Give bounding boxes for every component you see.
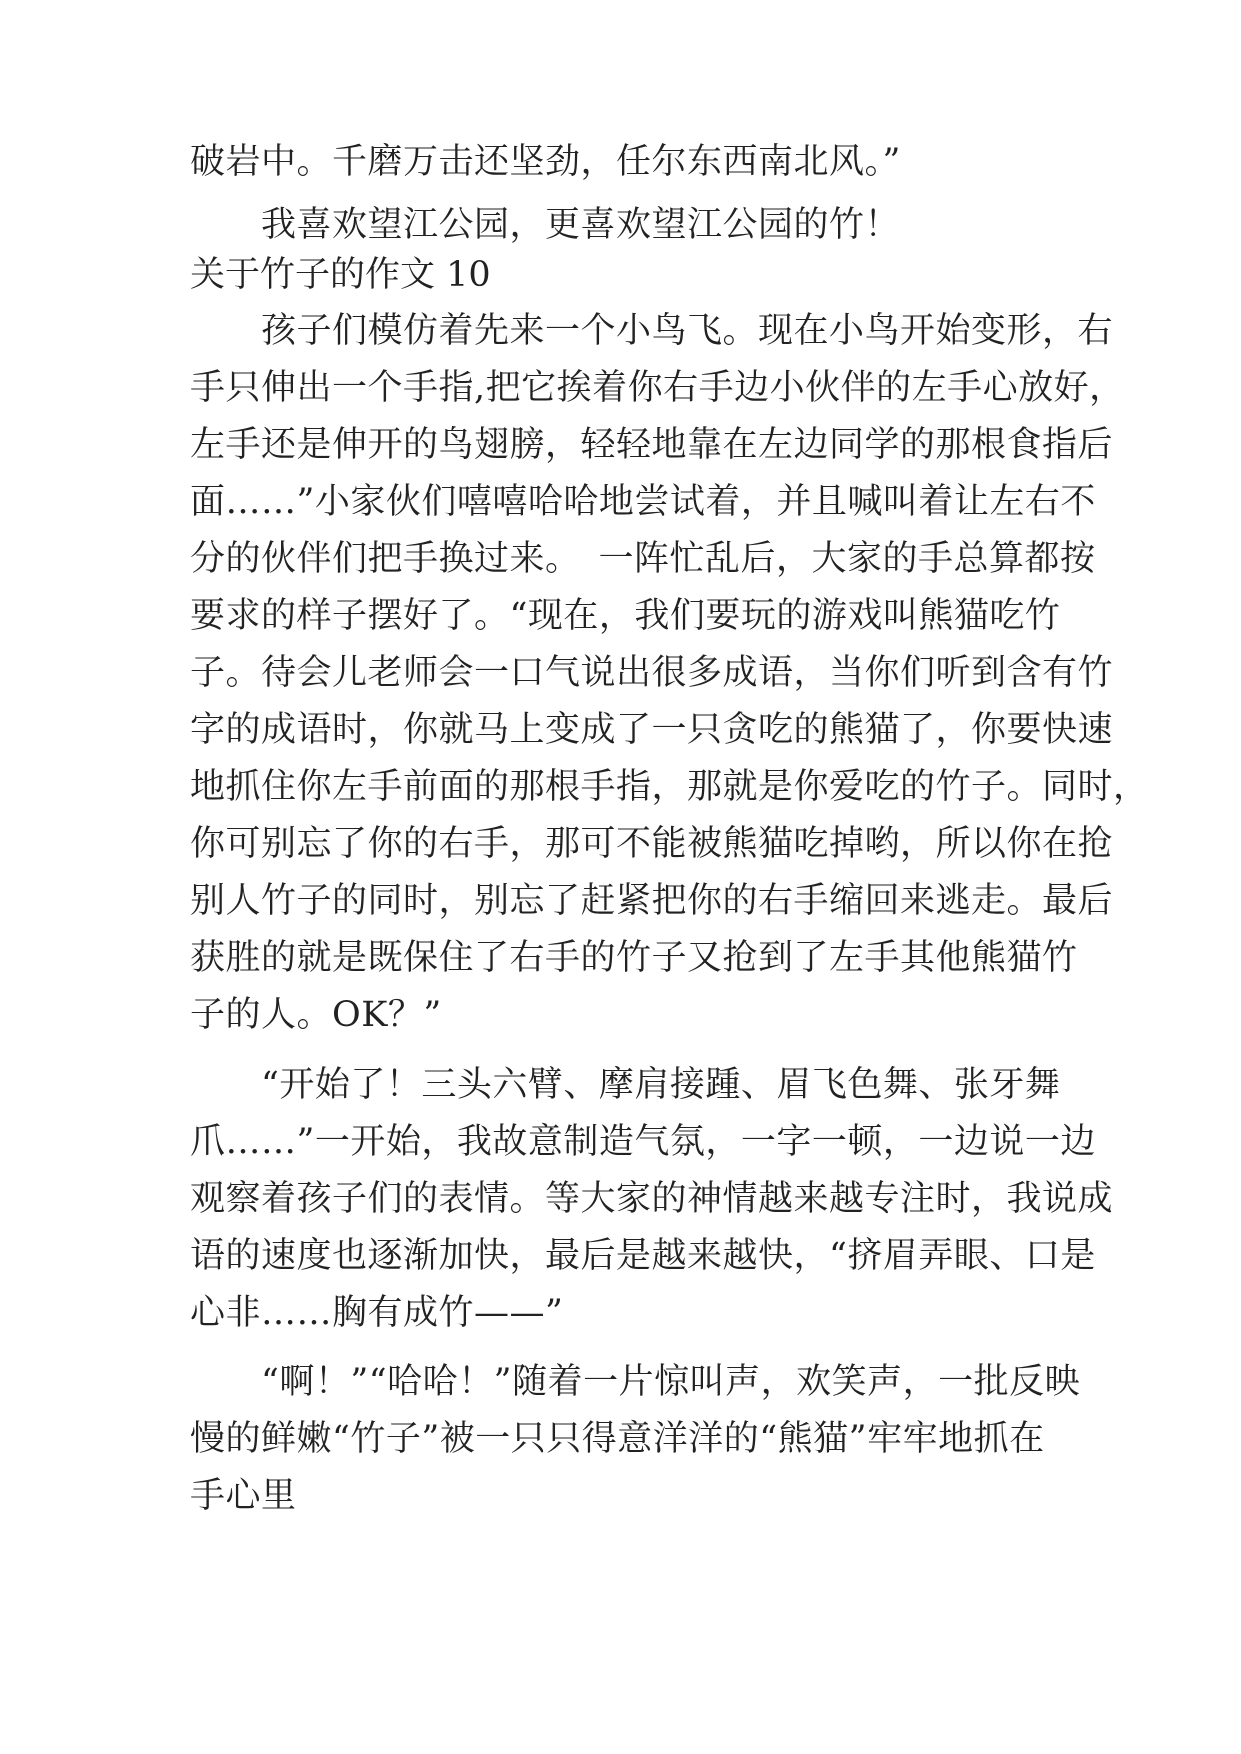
section-heading: 关于竹子的作文 10 — [190, 255, 491, 295]
text-line: 语的速度也逐渐加快，最后是越来越快，“挤眉弄眼、口是 — [190, 1236, 1096, 1276]
text-line: “开始了！三头六臂、摩肩接踵、眉飞色舞、张牙舞 — [190, 1065, 1061, 1105]
text-line: 你可别忘了你的右手，那可不能被熊猫吃掉哟，所以你在抢 — [190, 824, 1114, 864]
text-line: 我喜欢望江公园，更喜欢望江公园的竹！ — [190, 205, 901, 245]
text-line: 观察着孩子们的表情。等大家的神情越来越专注时，我说成 — [190, 1179, 1114, 1219]
text-line: “啊！”“哈哈！”随着一片惊叫声，欢笑声，一批反映 — [190, 1362, 1081, 1402]
text-line: 破岩中。千磨万击还坚劲，任尔东西南北风。” — [190, 142, 901, 182]
text-line: 要求的样子摆好了。“现在，我们要玩的游戏叫熊猫吃竹 — [190, 596, 1061, 636]
text-line: 手只伸出一个手指,把它挨着你右手边小伙伴的左手心放好， — [190, 368, 1125, 408]
text-line: 子。待会儿老师会一口气说出很多成语，当你们听到含有竹 — [190, 653, 1114, 693]
text-line: 分的伙伴们把手换过来。 一阵忙乱后，大家的手总算都按 — [190, 539, 1096, 579]
text-line: 心非……胸有成竹——” — [190, 1293, 564, 1333]
text-line: 别人竹子的同时，别忘了赶紧把你的右手缩回来逃走。最后 — [190, 881, 1114, 921]
text-line: 手心里 — [190, 1476, 297, 1516]
text-line: 面……”小家伙们嘻嘻哈哈地尝试着，并且喊叫着让左右不 — [190, 482, 1096, 522]
text-line: 慢的鲜嫩“竹子”被一只只得意洋洋的“熊猫”牢牢地抓在 — [190, 1419, 1045, 1459]
text-line: 获胜的就是既保住了右手的竹子又抢到了左手其他熊猫竹 — [190, 938, 1078, 978]
text-line: 爪……”一开始，我故意制造气氛，一字一顿，一边说一边 — [190, 1122, 1096, 1162]
text-line: 孩子们模仿着先来一个小鸟飞。现在小鸟开始变形，右 — [190, 311, 1114, 351]
text-line: 地抓住你左手前面的那根手指，那就是你爱吃的竹子。同时， — [190, 767, 1149, 807]
text-line: 左手还是伸开的鸟翅膀，轻轻地靠在左边同学的那根食指后 — [190, 425, 1114, 465]
text-line: 字的成语时，你就马上变成了一只贪吃的熊猫了，你要快速 — [190, 710, 1114, 750]
text-line: 子的人。OK？” — [190, 995, 442, 1035]
